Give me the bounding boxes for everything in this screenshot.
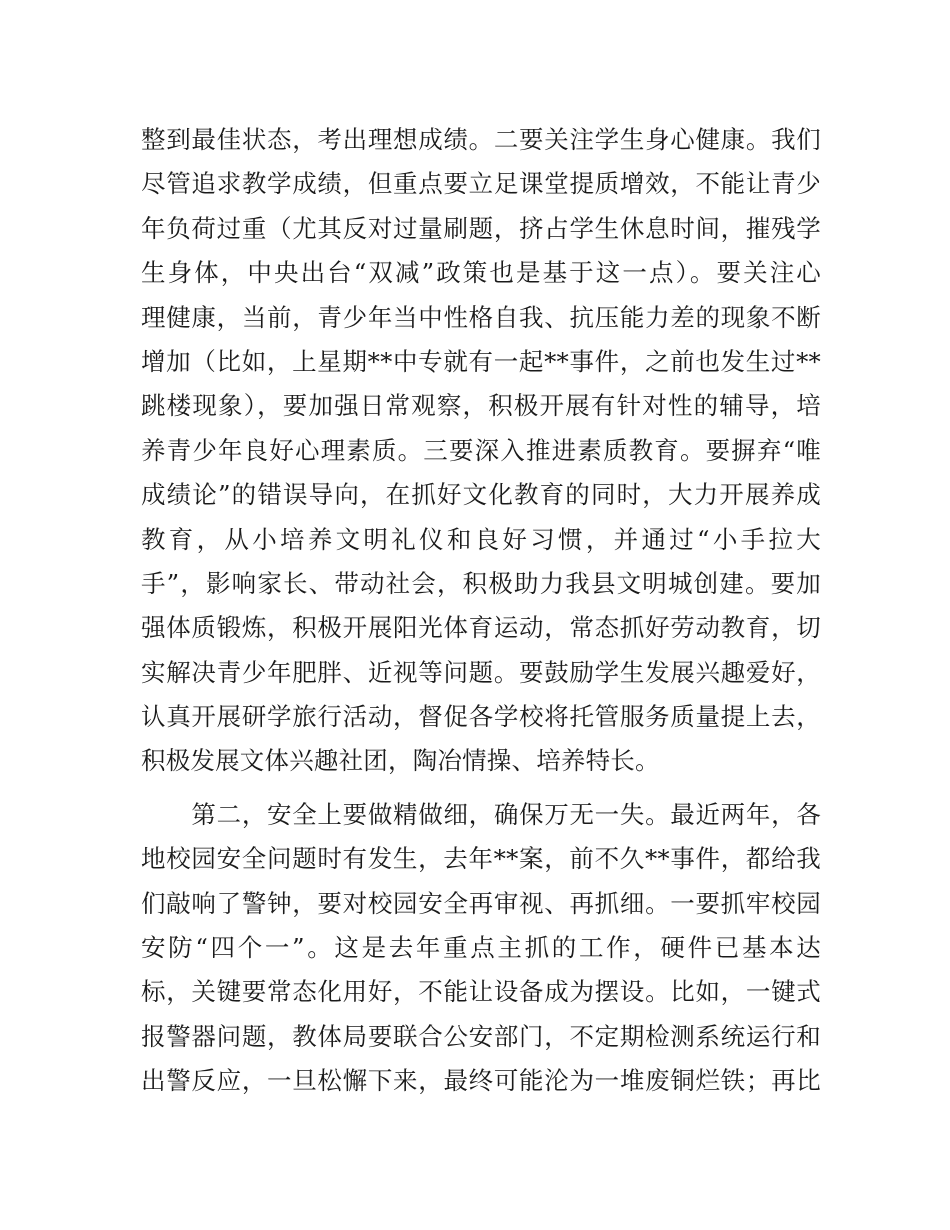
text-line: 手”，影响家长、带动社会，积极助力我县文明城创建。要加 xyxy=(141,568,821,598)
text-line: 增加（比如，上星期**中专就有一起**事件，之前也发生过** xyxy=(141,346,821,376)
text-line: 强体质锻炼，积极开展阳光体育运动，常态抓好劳动教育，切 xyxy=(141,613,821,643)
text-line: 实解决青少年肥胖、近视等问题。要鼓励学生发展兴趣爱好， xyxy=(141,657,821,687)
text-line: 地校园安全问题时有发生，去年**案，前不久**事件，都给我 xyxy=(141,844,821,874)
text-line: 标，关键要常态化用好，不能让设备成为摆设。比如，一键式 xyxy=(141,977,821,1007)
paragraph-1 xyxy=(141,118,821,784)
paragraph-2 xyxy=(141,793,821,1104)
text-line: 理健康，当前，青少年当中性格自我、抗压能力差的现象不断 xyxy=(141,302,821,332)
text-line: 生身体，中央出台“双减”政策也是基于这一点）。要关注心 xyxy=(141,258,821,288)
text-line: 尽管追求教学成绩，但重点要立足课堂提质增效，不能让青少 xyxy=(141,169,821,199)
text-line: 跳楼现象），要加强日常观察，积极开展有针对性的辅导，培 xyxy=(141,391,821,421)
text-line: 认真开展研学旅行活动，督促各学校将托管服务质量提上去， xyxy=(141,702,821,732)
text-line: 成绩论”的错误导向，在抓好文化教育的同时，大力开展养成 xyxy=(141,480,821,510)
text-line: 们敲响了警钟，要对校园安全再审视、再抓细。一要抓牢校园 xyxy=(141,888,821,918)
text-line: 教育，从小培养文明礼仪和良好习惯，并通过“小手拉大 xyxy=(141,524,821,554)
document-body xyxy=(141,118,821,1104)
paragraph-gap xyxy=(141,784,821,793)
text-line: 积极发展文体兴趣社团，陶冶情操、培养特长。 xyxy=(141,746,660,776)
text-line: 安防“四个一”。这是去年重点主抓的工作，硬件已基本达 xyxy=(141,933,821,963)
text-line: 养青少年良好心理素质。三要深入推进素质教育。要摒弃“唯 xyxy=(141,435,821,465)
text-line: 整到最佳状态，考出理想成绩。二要关注学生身心健康。我们 xyxy=(141,125,821,154)
text-line: 出警反应，一旦松懈下来，最终可能沦为一堆废铜烂铁；再比 xyxy=(141,1066,821,1096)
text-line: 年负荷过重（尤其反对过量刷题，挤占学生休息时间，摧残学 xyxy=(141,213,821,243)
text-line: 第二，安全上要做精做细，确保万无一失。最近两年，各 xyxy=(141,799,821,829)
text-line: 报警器问题，教体局要联合公安部门，不定期检测系统运行和 xyxy=(141,1021,821,1051)
